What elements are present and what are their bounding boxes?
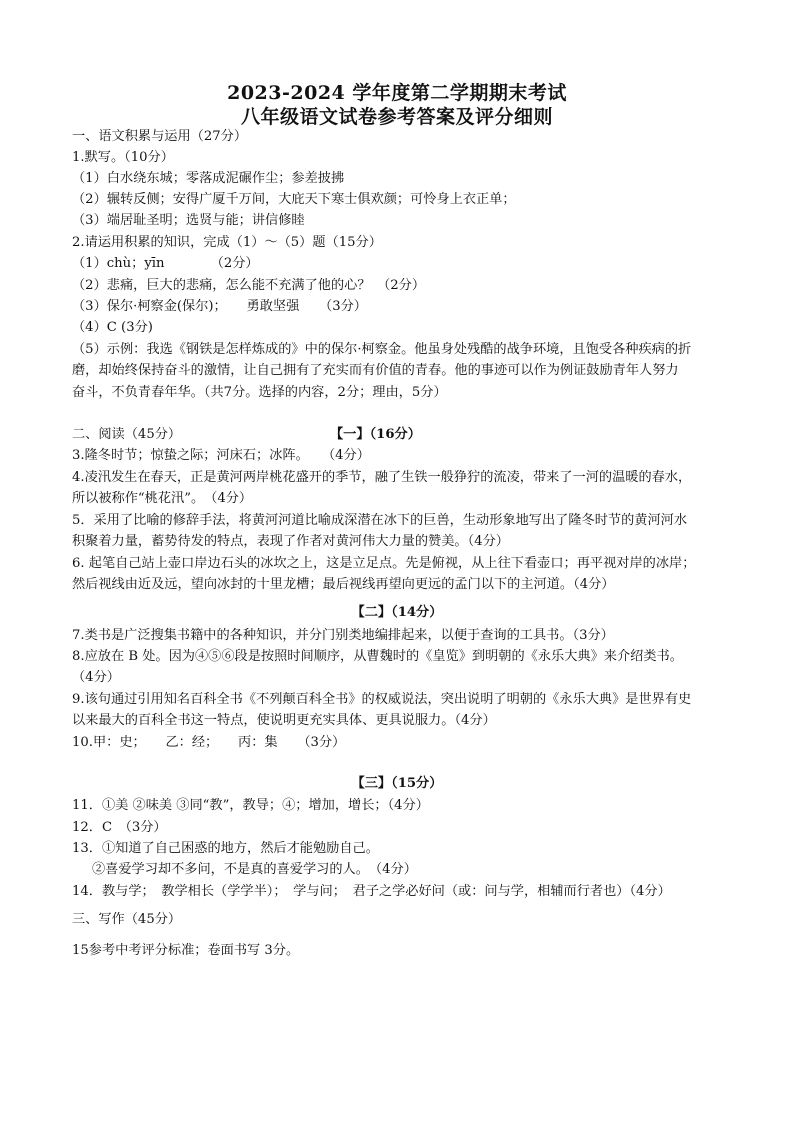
part-2-heading: 【二】（14分）: [351, 605, 443, 620]
answer-1-2: （2）辗转反侧；安得广厦千万间，大庇天下寒士俱欢颜；可怜身上衣正单；: [72, 192, 516, 207]
answer-8-line2: （4分）: [72, 670, 120, 685]
answer-4-line1: 4.凌汛发生在春天，正是黄河两岸桃花盛开的季节，融了生铁一般狰狞的流凌，带来了一河的温暖的春水，: [72, 470, 692, 485]
answer-13-line1: 13．①知道了自己困惑的地方，然后才能勉励自己。: [72, 841, 379, 856]
part-3-heading: 【三】（15分）: [351, 776, 443, 791]
answer-2-2: （2）悲痛，巨大的悲痛，怎么能不充满了他的心？ （2分）: [72, 278, 426, 293]
exam-subtitle: 八年级语文试卷参考答案及评分细则: [240, 106, 553, 128]
answer-2-5-line2: 磨，却始终保持奋斗的激情，让自己拥有了充实而有价值的青春。他的事迹可以作为例证鼓励青年人努力: [72, 363, 679, 378]
answer-2-4: （4）C (3分): [72, 320, 153, 335]
answer-14: 14．教与学； 教学相长（学学半）； 学与问； 君子之学必好问（或：问与学，相辅而行者也）（4分）: [72, 884, 671, 899]
answer-1-3: （3）端居耻圣明；选贤与能；讲信修睦: [72, 213, 305, 228]
answer-2-3: （3）保尔·柯察金(保尔)； 勇敢坚强 （3分）: [72, 299, 367, 314]
answer-3: 3.隆冬时节；惊蛰之际；河床石；冰阵。 （4分）: [72, 448, 370, 463]
answer-11: 11．①美 ②味美 ③同“教”，教导；④；增加，增长；（4分）: [72, 798, 429, 813]
answer-9-line1: 9.该句通过引用知名百科全书《不列颠百科全书》的权威说法，突出说明了明朝的《永乐大典》是世界有史: [72, 692, 692, 707]
section-1-heading: 一、语文积累与运用（27分）: [72, 129, 248, 144]
answer-10: 10.甲：史； 乙：经； 丙：集 （3分）: [72, 735, 346, 750]
answer-8-line1: 8.应放在 B 处。因为④⑤⑥段是按照时间顺序，从曹魏时的《皇览》到明朝的《永乐大典》来介绍类书。: [72, 649, 683, 664]
question-1: 1.默写。（10分）: [72, 150, 174, 165]
question-2: 2.请运用积累的知识，完成（1）～（5）题（15分）: [72, 235, 382, 250]
answer-5-line1: 5．采用了比喻的修辞手法，将黄河河道比喻成深潜在冰下的巨兽，生动形象地写出了隆冬时节的黄河河水: [72, 513, 688, 528]
answer-2-5-line3: 奋斗，不负青春年华。（共7分。选择的内容，2分；理由，5分）: [72, 385, 447, 400]
section-2-heading: 二、阅读（45分）: [72, 427, 182, 442]
answer-6-line1: 6. 起笔自己站上壶口岸边石头的冰坎之上，这是立足点。先是俯视，从上往下看壶口；再平视对岸的冰岸；: [72, 556, 696, 571]
answer-7: 7.类书是广泛搜集书籍中的各种知识，并分门别类地编排起来，以便于查询的工具书。（3分）: [72, 628, 614, 643]
exam-title: 2023-2024 学年度第二学期期末考试: [227, 82, 567, 104]
section-3-heading: 三、写作（45分）: [72, 912, 182, 927]
answer-15: 15参考中考评分标准；卷面书写 3分。: [72, 943, 300, 958]
answer-2-5-line1: （5）示例：我选《钢铁是怎样炼成的》中的保尔·柯察金。他虽身处残酷的战争环境，且饱受各种疾病的折: [72, 342, 692, 357]
answer-2-1: （1）chù；yīn （2分）: [72, 256, 259, 271]
answer-6-line2: 然后视线由近及远，望向冰封的十里龙槽；最后视线再望向更远的孟门以下的主河道。（4分）: [72, 577, 615, 592]
answer-5-line2: 积聚着力量，蓄势待发的特点，表现了作者对黄河伟大力量的赞美。（4分）: [72, 534, 509, 549]
answer-4-line2: 所以被称作“桃花汛”。 （4分）: [72, 491, 253, 506]
answer-12: 12．C （3分）: [72, 820, 167, 835]
answer-1-1: （1）白水绕东城；零落成泥碾作尘；参差披拂: [72, 171, 345, 186]
answer-13-line2: ②喜爱学习却不多问，不是真的喜爱学习的人。 （4分）: [92, 862, 417, 877]
answer-9-line2: 以来最大的百科全书这一特点，使说明更充实具体、更具说服力。（4分）: [72, 713, 496, 728]
part-1-heading: 【一】（16分）: [330, 427, 421, 442]
